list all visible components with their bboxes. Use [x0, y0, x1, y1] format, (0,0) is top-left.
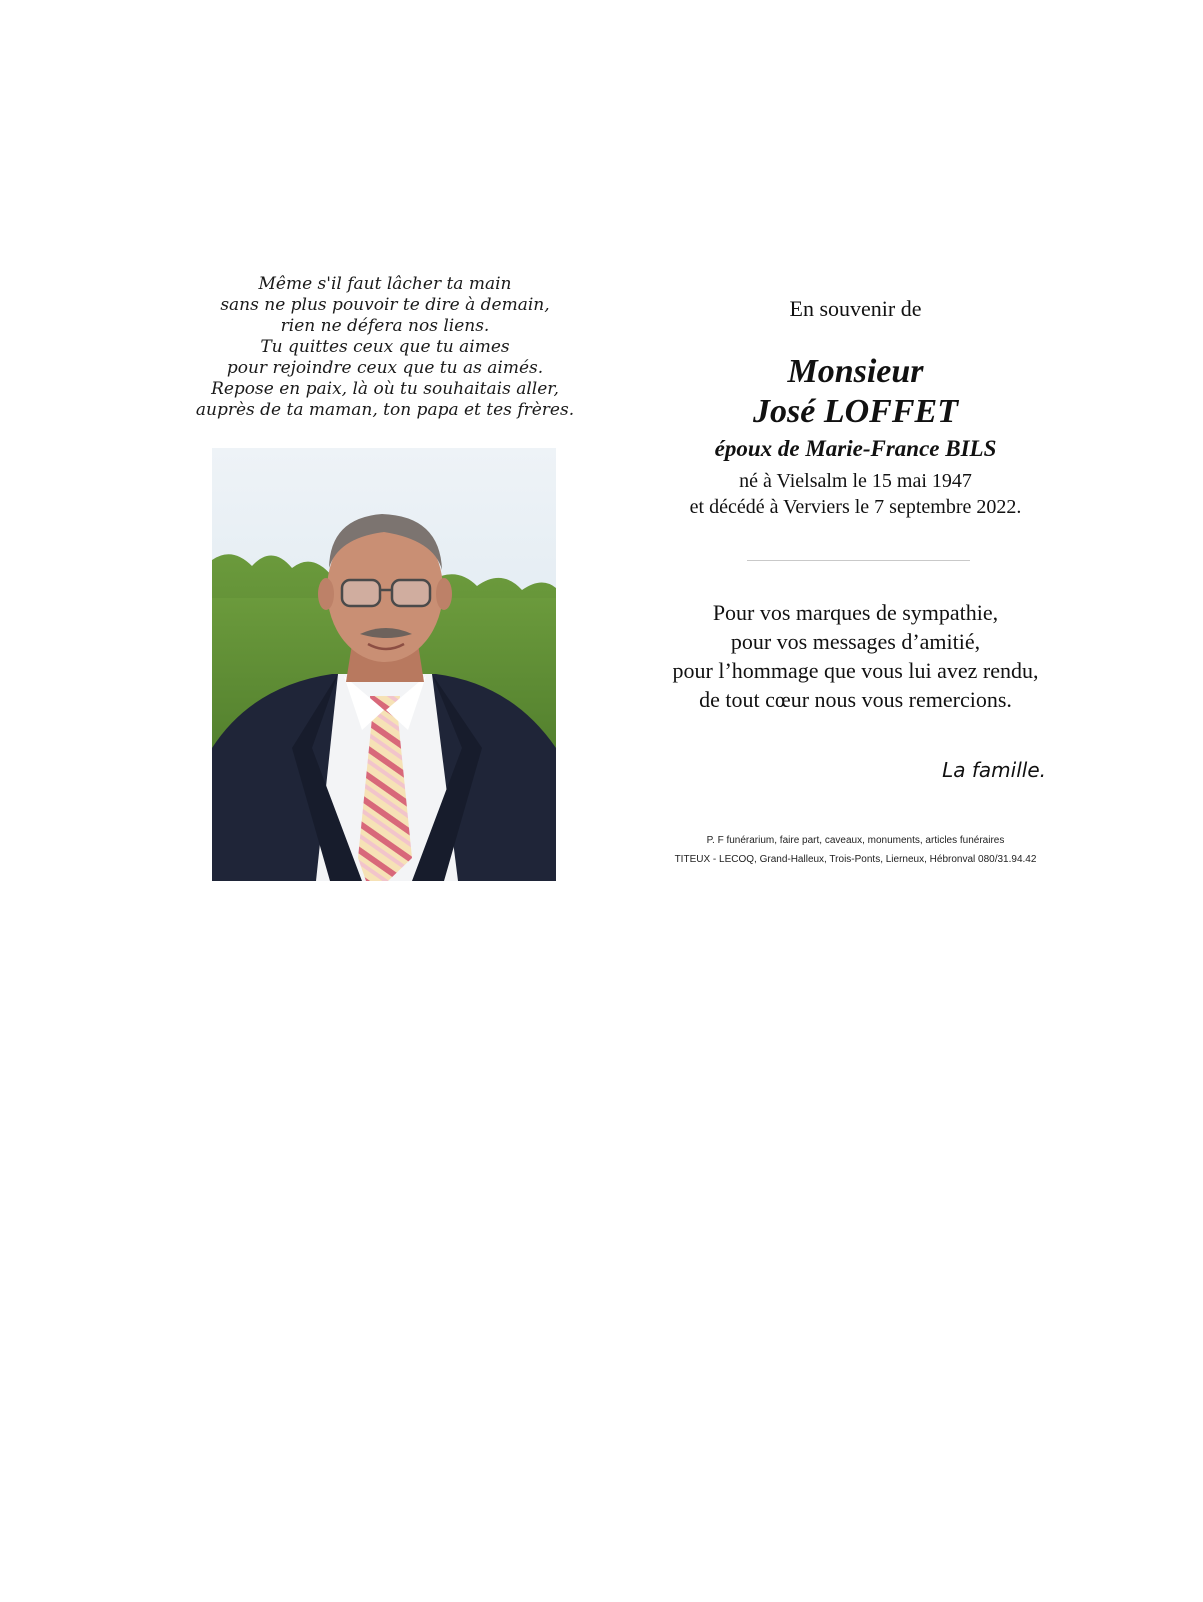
poem-line: rien ne défera nos liens.: [280, 316, 490, 336]
deceased-name-block: [628, 352, 1083, 432]
poem-line: Même s'il faut lâcher ta main: [258, 274, 512, 294]
footer-contact: TITEUX - LECOQ, Grand-Halleux, Trois-Ponts, Lierneux, Hébronval 080/31.94.42: [674, 854, 1037, 865]
birth-line: né à Vielsalm le 15 mai 1947: [739, 470, 972, 492]
ear-left: [318, 578, 334, 610]
poem-line: sans ne plus pouvoir te dire à demain,: [220, 295, 550, 315]
thanks-line: pour l’hommage que vous lui avez rendu,: [672, 658, 1039, 683]
thanks-message: [628, 598, 1083, 714]
in-memory-heading: En souvenir de: [789, 296, 922, 321]
glasses-lens-right: [392, 580, 430, 606]
poem-line: Repose en paix, là où tu souhaitais aller,: [211, 379, 559, 399]
poem: [190, 274, 580, 421]
poem-line: Tu quittes ceux que tu aimes: [260, 337, 510, 357]
portrait-illustration: [212, 448, 556, 881]
deceased-name: José LOFFET: [753, 393, 958, 430]
portrait-photo: [212, 448, 556, 881]
divider-line: [747, 560, 970, 561]
honorific: Monsieur: [787, 353, 924, 390]
poem-line: auprès de ta maman, ton papa et tes frères.: [195, 400, 575, 420]
footer-services: P. F funérarium, faire part, caveaux, monuments, articles funéraires: [706, 835, 1005, 846]
ear-right: [436, 578, 452, 610]
poem-line: pour rejoindre ceux que tu as aimés.: [226, 358, 544, 378]
thanks-line: de tout cœur nous vous remercions.: [699, 687, 1012, 712]
funeral-home-footer: [628, 831, 1083, 869]
glasses-lens-left: [342, 580, 380, 606]
thanks-line: Pour vos marques de sympathie,: [712, 600, 999, 625]
life-dates: [628, 468, 1083, 520]
thanks-line: pour vos messages d’amitié,: [730, 629, 981, 654]
spouse-line: époux de Marie-France BILS: [714, 436, 997, 461]
death-line: et décédé à Verviers le 7 septembre 2022.: [689, 496, 1022, 518]
family-signature: La famille.: [942, 758, 1046, 782]
